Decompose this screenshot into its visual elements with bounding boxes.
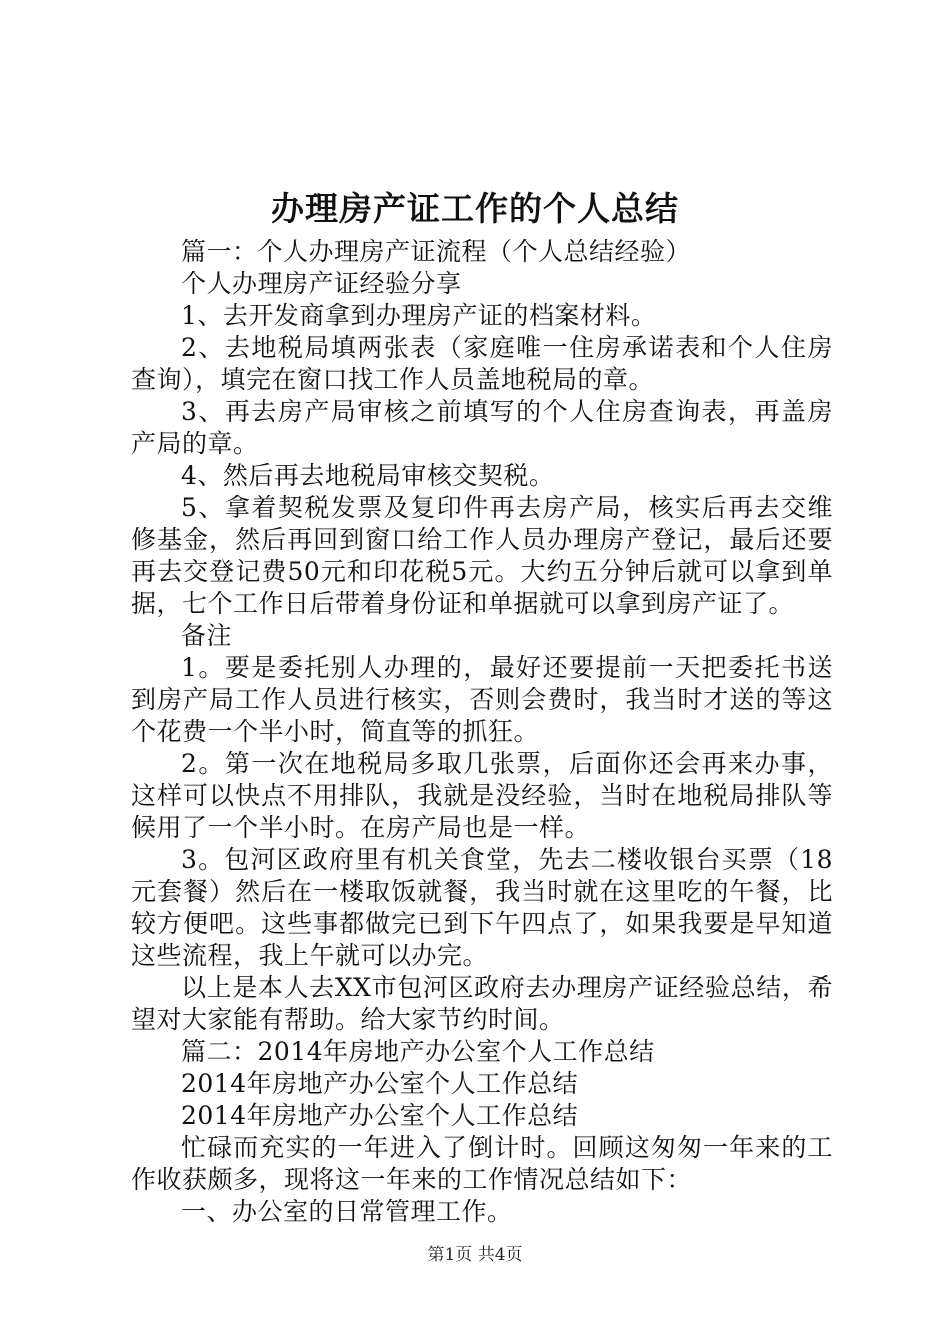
document-body — [131, 236, 833, 1228]
paragraph: 一、办公室的日常管理工作。 — [181, 1197, 513, 1226]
paragraph: 忙碌而充实的一年进入了倒计时。回顾这匆匆一年来的工作收获颇多，现将这一年来的工作情况总结如下： — [131, 1133, 833, 1194]
paragraph: 2014年房地产办公室个人工作总结 — [181, 1069, 579, 1098]
document-title: 办理房产证工作的个人总结 — [271, 189, 679, 228]
paragraph: 1。要是委托别人办理的，最好还要提前一天把委托书送到房产局工作人员进行核实，否则会费时，我当时才送的等这个花费一个半小时，简直等的抓狂。 — [131, 653, 833, 746]
paragraph: 2014年房地产办公室个人工作总结 — [181, 1101, 579, 1130]
paragraph: 篇一：个人办理房产证流程（个人总结经验） — [181, 237, 692, 266]
paragraph: 个人办理房产证经验分享 — [181, 269, 462, 298]
page-footer: 第1页 共4页 — [427, 1245, 523, 1265]
paragraph: 4、然后再去地税局审核交契税。 — [181, 461, 555, 490]
paragraph: 2。第一次在地税局多取几张票，后面你还会再来办事，这样可以快点不用排队，我就是没经验，当时在地税局排队等候用了一个半小时。在房产局也是一样。 — [131, 749, 833, 842]
paragraph: 3、再去房产局审核之前填写的个人住房查询表，再盖房产局的章。 — [131, 397, 833, 458]
paragraph: 5、拿着契税发票及复印件再去房产局，核实后再去交维修基金，然后再回到窗口给工作人员办理房产登记，最后还要再去交登记费50元和印花税5元。大约五分钟后就可以拿到单据，七个工作日后带着身份证和单据就可以拿到房产证了。 — [131, 493, 833, 618]
paragraph: 1、去开发商拿到办理房产证的档案材料。 — [181, 301, 657, 330]
paragraph: 以上是本人去XX市包河区政府去办理房产证经验总结，希望对大家能有帮助。给大家节约时间。 — [131, 973, 833, 1034]
paragraph: 篇二：2014年房地产办公室个人工作总结 — [181, 1037, 655, 1066]
paragraph: 2、去地税局填两张表（家庭唯一住房承诺表和个人住房查询），填完在窗口找工作人员盖地税局的章。 — [131, 333, 833, 394]
paragraph: 备注 — [181, 621, 233, 650]
paragraph: 3。包河区政府里有机关食堂，先去二楼收银台买票（18元套餐）然后在一楼取饭就餐，我当时就在这里吃的午餐，比较方便吧。这些事都做完已到下午四点了，如果我要是早知道这些流程，我上午就可以办完。 — [131, 845, 833, 970]
